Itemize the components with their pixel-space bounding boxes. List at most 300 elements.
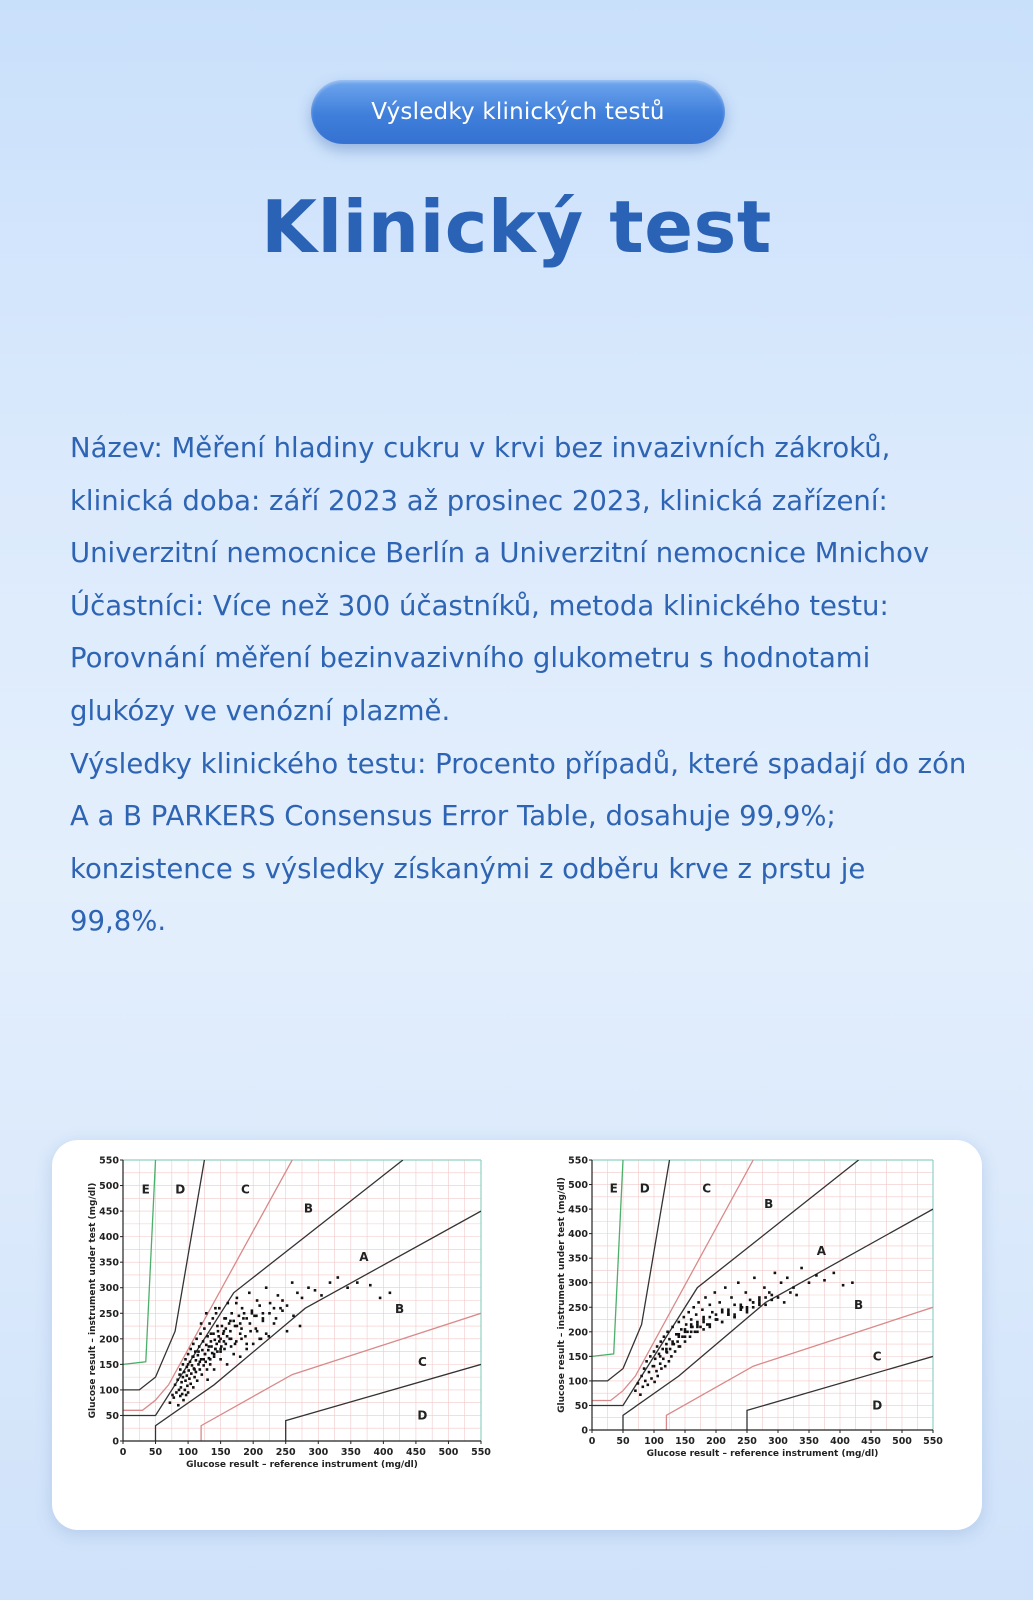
x-tick-label: 450: [861, 1436, 881, 1447]
y-tick-label: 400: [568, 1229, 588, 1241]
data-point: [683, 1316, 686, 1319]
data-point: [684, 1335, 687, 1338]
data-point: [721, 1321, 724, 1324]
data-point: [296, 1292, 299, 1295]
data-point: [786, 1277, 789, 1280]
data-point: [197, 1350, 200, 1353]
data-point: [202, 1358, 205, 1361]
data-point: [674, 1350, 677, 1353]
zone-label: B: [395, 1302, 405, 1317]
data-point: [201, 1373, 204, 1376]
data-point: [851, 1281, 854, 1284]
y-tick-label: 350: [99, 1257, 119, 1269]
data-point: [228, 1338, 231, 1341]
y-tick-label: 450: [568, 1204, 588, 1216]
data-point: [230, 1312, 233, 1315]
data-point: [771, 1299, 774, 1302]
data-point: [181, 1393, 184, 1396]
data-point: [658, 1353, 661, 1356]
data-point: [189, 1348, 192, 1351]
data-point: [202, 1364, 205, 1367]
data-point: [235, 1302, 238, 1305]
data-point: [291, 1281, 294, 1284]
data-point: [262, 1317, 265, 1320]
results-badge-label: Výsledky klinických testů: [371, 99, 665, 125]
data-point: [175, 1391, 178, 1394]
data-point: [648, 1371, 651, 1374]
data-point: [709, 1304, 712, 1307]
data-point: [197, 1363, 200, 1366]
data-point: [654, 1358, 657, 1361]
data-point: [202, 1340, 205, 1343]
data-point: [194, 1350, 197, 1353]
data-point: [666, 1331, 669, 1334]
y-tick-label: 100: [568, 1376, 588, 1388]
x-tick-label: 400: [830, 1436, 850, 1447]
data-point: [715, 1313, 718, 1316]
data-point: [758, 1304, 761, 1307]
data-point: [217, 1335, 220, 1338]
data-point: [214, 1339, 217, 1342]
data-point: [696, 1331, 699, 1334]
data-point: [210, 1345, 213, 1348]
data-point: [676, 1340, 679, 1343]
data-point: [251, 1312, 254, 1315]
data-point: [637, 1382, 640, 1385]
data-point: [219, 1348, 222, 1351]
data-point: [659, 1362, 662, 1365]
data-point: [660, 1340, 663, 1343]
results-badge: [311, 80, 725, 144]
data-point: [753, 1277, 756, 1280]
zone-label: C: [702, 1181, 712, 1196]
charts-card: [52, 1140, 982, 1530]
data-point: [275, 1317, 278, 1320]
zone-label: B: [854, 1297, 864, 1312]
zone-label: C: [872, 1349, 882, 1364]
data-point: [169, 1401, 172, 1404]
data-point: [314, 1289, 317, 1292]
x-tick-label: 500: [892, 1436, 912, 1447]
data-point: [256, 1330, 259, 1333]
data-point: [207, 1349, 210, 1352]
data-point: [660, 1367, 663, 1370]
data-point: [733, 1304, 736, 1307]
data-point: [842, 1284, 845, 1287]
data-point: [671, 1343, 674, 1346]
y-tick-label: 50: [105, 1410, 119, 1422]
data-point: [212, 1332, 215, 1335]
data-point: [346, 1286, 349, 1289]
data-point: [279, 1307, 282, 1310]
data-point: [792, 1286, 795, 1289]
data-point: [185, 1394, 188, 1397]
data-point: [268, 1335, 271, 1338]
data-point: [730, 1296, 733, 1299]
data-point: [649, 1355, 652, 1358]
data-point: [711, 1311, 714, 1314]
data-point: [206, 1335, 209, 1338]
data-point: [273, 1307, 276, 1310]
data-point: [227, 1302, 230, 1305]
x-tick-label: 100: [178, 1447, 199, 1458]
data-point: [269, 1302, 272, 1305]
data-point: [184, 1379, 187, 1382]
data-point: [201, 1349, 204, 1352]
data-point: [795, 1294, 798, 1297]
data-point: [242, 1317, 245, 1320]
data-point: [696, 1323, 699, 1326]
data-point: [265, 1286, 268, 1289]
data-point: [727, 1313, 730, 1316]
data-point: [800, 1267, 803, 1270]
y-tick-label: 350: [568, 1253, 588, 1265]
data-point: [258, 1338, 261, 1341]
data-point: [292, 1315, 295, 1318]
data-point: [187, 1369, 190, 1372]
data-point: [251, 1309, 254, 1312]
data-point: [189, 1361, 192, 1364]
data-point: [273, 1322, 276, 1325]
data-point: [721, 1308, 724, 1311]
data-point: [245, 1317, 248, 1320]
data-point: [256, 1299, 259, 1302]
data-point: [815, 1274, 818, 1277]
data-point: [205, 1312, 208, 1315]
data-point: [196, 1379, 199, 1382]
data-point: [647, 1384, 650, 1387]
data-point: [709, 1323, 712, 1326]
data-point: [823, 1279, 826, 1282]
data-point: [640, 1375, 643, 1378]
x-axis-label: Glucose result – reference instrument (mg/dl): [646, 1449, 879, 1459]
data-point: [701, 1308, 704, 1311]
data-point: [240, 1327, 243, 1330]
y-tick-label: 500: [568, 1180, 588, 1192]
zone-label: E: [141, 1182, 150, 1197]
y-tick-label: 150: [99, 1359, 119, 1371]
data-point: [695, 1313, 698, 1316]
data-point: [780, 1281, 783, 1284]
zone-label: D: [639, 1181, 650, 1196]
data-point: [286, 1304, 289, 1307]
data-point: [684, 1328, 687, 1331]
data-point: [664, 1365, 667, 1368]
data-point: [645, 1360, 648, 1363]
data-point: [208, 1322, 211, 1325]
data-point: [229, 1330, 232, 1333]
data-point: [665, 1348, 668, 1351]
data-point: [789, 1291, 792, 1294]
data-point: [232, 1353, 235, 1356]
data-point: [675, 1333, 678, 1336]
data-point: [746, 1306, 749, 1309]
data-point: [685, 1323, 688, 1326]
data-point: [226, 1363, 229, 1366]
data-point: [643, 1367, 646, 1370]
data-point: [180, 1386, 183, 1389]
data-point: [213, 1353, 216, 1356]
data-point: [686, 1331, 689, 1334]
data-point: [740, 1304, 743, 1307]
data-point: [177, 1404, 180, 1407]
data-point: [662, 1358, 665, 1361]
data-point: [199, 1361, 202, 1364]
data-point: [213, 1368, 216, 1371]
data-point: [696, 1321, 699, 1324]
data-point: [200, 1358, 203, 1361]
x-tick-label: 50: [616, 1436, 630, 1447]
data-point: [639, 1393, 642, 1396]
x-axis-label: Glucose result – reference instrument (mg/dl): [186, 1460, 418, 1470]
data-point: [702, 1321, 705, 1324]
data-point: [234, 1343, 237, 1346]
data-point: [661, 1348, 664, 1351]
y-tick-label: 50: [574, 1400, 588, 1412]
data-point: [656, 1375, 659, 1378]
data-point: [245, 1343, 248, 1346]
data-point: [680, 1328, 683, 1331]
data-point: [180, 1381, 183, 1384]
data-point: [215, 1343, 218, 1346]
data-point: [763, 1286, 766, 1289]
data-point: [173, 1396, 176, 1399]
data-point: [696, 1326, 699, 1329]
data-point: [671, 1340, 674, 1343]
data-point: [704, 1296, 707, 1299]
data-point: [329, 1281, 332, 1284]
y-tick-label: 450: [99, 1206, 119, 1218]
data-point: [192, 1343, 195, 1346]
data-point: [653, 1381, 656, 1384]
data-point: [752, 1306, 755, 1309]
error-grid-chart-left: [80, 1140, 530, 1520]
data-point: [218, 1340, 221, 1343]
data-point: [243, 1312, 246, 1315]
data-point: [740, 1308, 743, 1311]
data-point: [749, 1299, 752, 1302]
x-tick-label: 350: [340, 1447, 361, 1458]
data-point: [337, 1276, 340, 1279]
data-point: [389, 1292, 392, 1295]
data-point: [369, 1284, 372, 1287]
data-point: [301, 1297, 304, 1300]
data-point: [252, 1343, 255, 1346]
data-point: [758, 1301, 761, 1304]
x-tick-label: 150: [210, 1447, 231, 1458]
data-point: [379, 1297, 382, 1300]
data-point: [186, 1374, 189, 1377]
data-point: [183, 1371, 186, 1374]
data-point: [650, 1377, 653, 1380]
data-point: [690, 1331, 693, 1334]
y-tick-label: 250: [568, 1302, 588, 1314]
y-axis-label: Glucose result – instrument under test (mg/dl): [88, 1182, 98, 1419]
data-point: [236, 1297, 239, 1300]
data-point: [671, 1326, 674, 1329]
data-point: [182, 1399, 185, 1402]
data-point: [706, 1323, 709, 1326]
paragraph-results: Výsledky klinického testu: Procento případů, které spadají do zón A a B PARKERS Consensus Error Table, dosahuje 99,9%; konzistence s výsledky získanými z odběru krve z prstu je 99,8%.: [70, 747, 967, 938]
y-tick-label: 300: [568, 1278, 588, 1290]
data-point: [690, 1323, 693, 1326]
data-point: [307, 1286, 310, 1289]
data-point: [281, 1299, 284, 1302]
data-point: [178, 1389, 181, 1392]
data-point: [697, 1301, 700, 1304]
data-point: [244, 1335, 247, 1338]
data-point: [248, 1292, 251, 1295]
data-point: [699, 1326, 702, 1329]
data-point: [219, 1358, 222, 1361]
data-point: [223, 1348, 226, 1351]
paragraph-study-info: Název: Měření hladiny cukru v krvi bez invazivních zákroků, klinická doba: září 2023 až prosinec 2023, klinická zařízení: Univerzitní nemocnice Berlín a Univerzitní nemocnice Mnichov: [70, 432, 930, 570]
zone-label: C: [240, 1182, 250, 1197]
data-point: [192, 1355, 195, 1358]
data-point: [225, 1343, 228, 1346]
data-point: [714, 1291, 717, 1294]
data-point: [232, 1320, 235, 1323]
data-point: [212, 1317, 215, 1320]
data-point: [727, 1308, 730, 1311]
data-point: [655, 1370, 658, 1373]
data-point: [320, 1294, 323, 1297]
data-point: [702, 1316, 705, 1319]
data-point: [249, 1322, 252, 1325]
data-point: [653, 1365, 656, 1368]
data-point: [258, 1304, 261, 1307]
y-axis-label: Glucose result – instrument under test (mg/dl): [557, 1177, 567, 1413]
data-point: [238, 1315, 241, 1318]
data-point: [777, 1296, 780, 1299]
data-point: [768, 1291, 771, 1294]
zone-label: E: [609, 1181, 618, 1196]
data-point: [678, 1321, 681, 1324]
x-tick-label: 100: [644, 1436, 664, 1447]
x-tick-label: 350: [799, 1436, 819, 1447]
data-point: [245, 1348, 248, 1351]
data-point: [229, 1320, 232, 1323]
data-point: [210, 1340, 213, 1343]
data-point: [721, 1311, 724, 1314]
data-point: [709, 1316, 712, 1319]
data-point: [262, 1312, 265, 1315]
description-text: [70, 422, 970, 948]
data-point: [176, 1378, 179, 1381]
x-tick-label: 300: [308, 1447, 329, 1458]
data-point: [702, 1318, 705, 1321]
data-point: [718, 1301, 721, 1304]
data-point: [240, 1338, 243, 1341]
zone-label: D: [417, 1408, 428, 1423]
data-point: [210, 1332, 213, 1335]
data-point: [758, 1296, 761, 1299]
data-point: [239, 1355, 242, 1358]
y-tick-label: 250: [99, 1308, 119, 1320]
data-point: [217, 1330, 220, 1333]
data-point: [670, 1355, 673, 1358]
data-point: [678, 1335, 681, 1338]
y-tick-label: 150: [568, 1351, 588, 1363]
data-point: [171, 1394, 174, 1397]
data-point: [206, 1368, 209, 1371]
data-point: [193, 1368, 196, 1371]
zone-label: D: [872, 1398, 883, 1413]
data-point: [214, 1348, 217, 1351]
data-point: [702, 1328, 705, 1331]
y-tick-label: 200: [99, 1334, 119, 1346]
data-point: [687, 1311, 690, 1314]
data-point: [179, 1368, 182, 1371]
data-point: [684, 1340, 687, 1343]
data-point: [186, 1385, 189, 1388]
data-point: [191, 1364, 194, 1367]
data-point: [665, 1343, 668, 1346]
data-point: [746, 1311, 749, 1314]
data-point: [669, 1348, 672, 1351]
data-point: [265, 1332, 268, 1335]
data-point: [223, 1340, 226, 1343]
x-tick-label: 250: [737, 1436, 757, 1447]
data-point: [681, 1335, 684, 1338]
data-point: [195, 1338, 198, 1341]
data-point: [758, 1299, 761, 1302]
x-tick-label: 450: [405, 1447, 426, 1458]
data-point: [223, 1330, 226, 1333]
x-tick-label: 400: [373, 1447, 394, 1458]
y-tick-label: 100: [99, 1385, 119, 1397]
data-point: [255, 1315, 258, 1318]
data-point: [236, 1325, 239, 1328]
data-point: [192, 1386, 195, 1389]
data-point: [642, 1386, 645, 1389]
zone-label: D: [175, 1182, 186, 1197]
data-point: [733, 1316, 736, 1319]
data-point: [203, 1327, 206, 1330]
zone-label: B: [303, 1201, 314, 1216]
data-point: [216, 1350, 219, 1353]
data-point: [653, 1350, 656, 1353]
x-tick-label: 300: [768, 1436, 788, 1447]
data-point: [692, 1306, 695, 1309]
x-tick-label: 50: [148, 1447, 163, 1458]
data-point: [214, 1307, 217, 1310]
data-point: [715, 1318, 718, 1321]
data-point: [219, 1350, 222, 1353]
data-point: [690, 1326, 693, 1329]
y-tick-label: 0: [581, 1425, 588, 1437]
x-tick-label: 500: [438, 1447, 459, 1458]
data-point: [752, 1301, 755, 1304]
data-point: [678, 1345, 681, 1348]
x-tick-label: 550: [923, 1436, 943, 1447]
data-point: [195, 1359, 198, 1362]
data-point: [222, 1332, 225, 1335]
data-point: [220, 1345, 223, 1348]
data-point: [226, 1335, 229, 1338]
data-point: [174, 1384, 177, 1387]
data-point: [665, 1350, 668, 1353]
data-point: [668, 1360, 671, 1363]
data-point: [209, 1363, 212, 1366]
data-point: [225, 1317, 228, 1320]
data-point: [219, 1338, 222, 1341]
y-tick-label: 0: [112, 1436, 119, 1448]
data-point: [205, 1344, 208, 1347]
x-tick-label: 0: [588, 1436, 596, 1447]
data-point: [634, 1389, 637, 1392]
data-point: [690, 1318, 693, 1321]
